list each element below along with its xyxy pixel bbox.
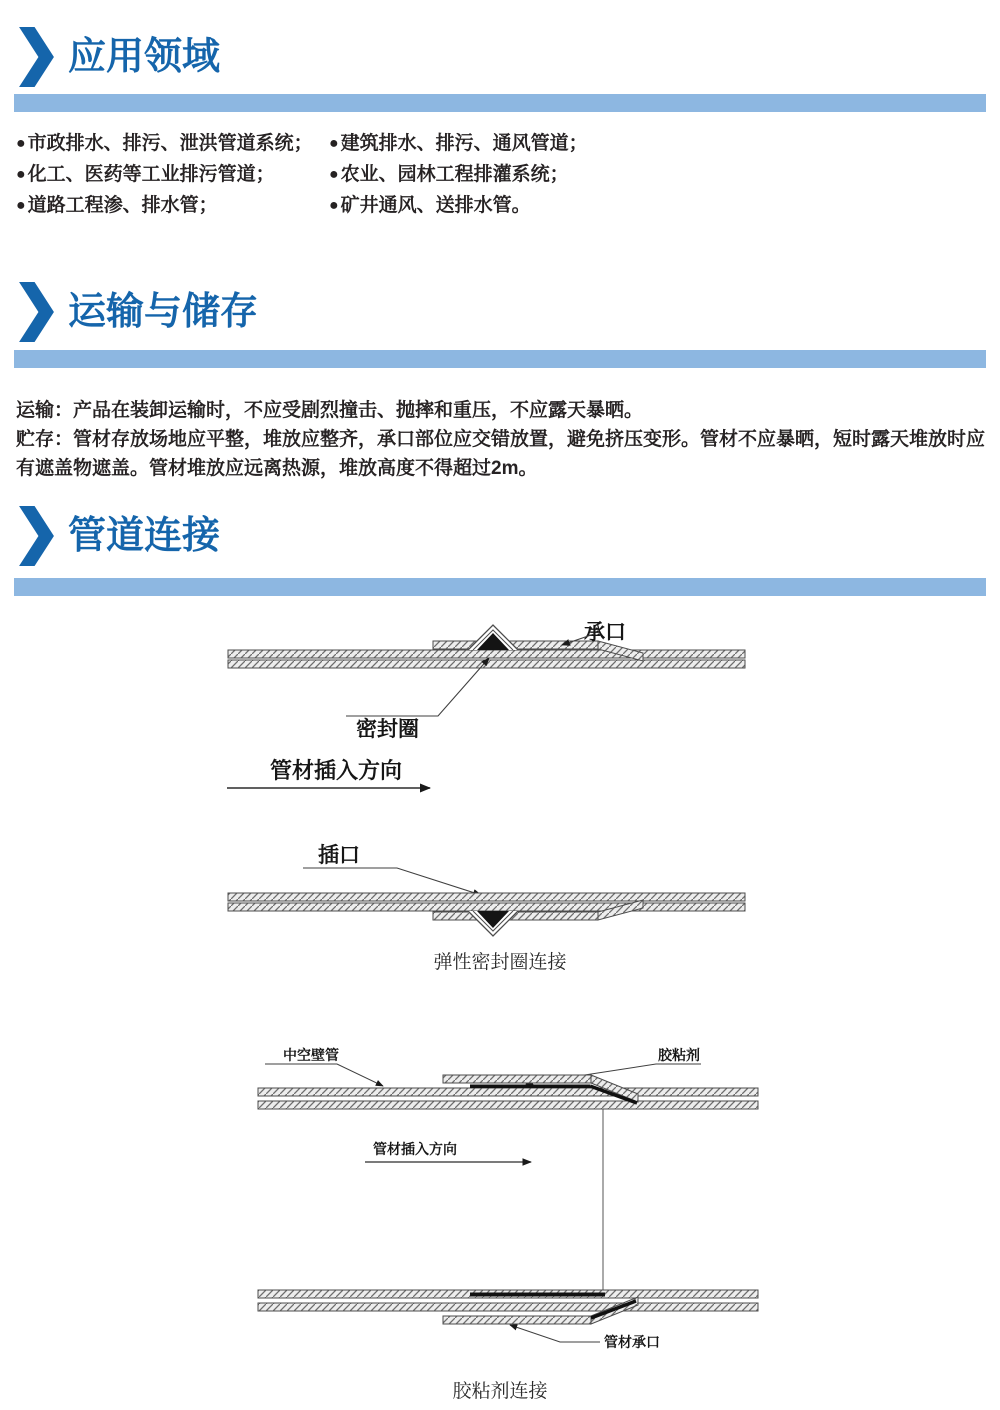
section-divider-bar xyxy=(14,350,986,368)
insert-direction-label: 管材插入方向 xyxy=(270,758,403,783)
list-item-label: 道路工程渗、排水管； xyxy=(27,195,218,216)
seal-ring-label: 密封圈 xyxy=(356,718,419,741)
pipe-wall xyxy=(258,1101,758,1109)
transport-line: 运输：产品在装卸运输时，不应受剧烈撞击、抛摔和重压，不应露天暴晒。 xyxy=(16,400,644,421)
page-title: 应用领域 xyxy=(68,36,221,78)
lower-pipe-wall xyxy=(258,1290,758,1324)
list-item-label: 市政排水、排污、泄洪管道系统； xyxy=(27,133,313,154)
socket-layer xyxy=(443,1316,591,1324)
adhesive-bead xyxy=(470,1293,605,1297)
leader-line xyxy=(510,1325,600,1342)
bullet-icon: ● xyxy=(329,197,339,214)
chevron-icon xyxy=(18,27,55,87)
list-item xyxy=(329,133,588,155)
bullet-icon: ● xyxy=(16,135,26,152)
list-item xyxy=(16,195,329,217)
bullet-icon: ● xyxy=(16,197,26,214)
adhesive-bead xyxy=(470,1085,590,1089)
list-item-label: 建筑排水、排污、通风管道； xyxy=(340,133,588,154)
list-item-label: 化工、医药等工业排污管道； xyxy=(27,164,275,185)
section-divider-bar xyxy=(14,578,986,596)
leader-line xyxy=(265,1064,383,1086)
hollow-wall-pipe-label: 中空壁管 xyxy=(283,1047,339,1063)
list-item-label: 矿井通风、送排水管。 xyxy=(340,195,531,216)
list-item xyxy=(329,195,588,217)
section-header-connection xyxy=(18,505,220,567)
application-list xyxy=(16,133,588,217)
upper-pipe-wall xyxy=(258,1075,758,1109)
transport-storage-text xyxy=(16,396,988,483)
section-divider-bar xyxy=(14,94,986,112)
pipe-wall xyxy=(228,903,745,911)
section-header-transport xyxy=(18,281,258,343)
figure-adhesive-connection xyxy=(0,1038,1000,1360)
chevron-icon xyxy=(18,282,55,342)
chevron-icon xyxy=(18,506,55,566)
leader-line xyxy=(303,868,481,895)
adhesive-label: 胶粘剂 xyxy=(658,1047,700,1063)
pipe-wall xyxy=(258,1303,758,1311)
list-item xyxy=(16,164,329,186)
insert-direction-label: 管材插入方向 xyxy=(373,1141,457,1157)
figure-caption: 胶粘剂连接 xyxy=(452,1381,548,1402)
section-title: 管道连接 xyxy=(68,515,221,557)
figure-seal-ring-connection xyxy=(0,612,1000,944)
section-title: 运输与储存 xyxy=(68,291,259,333)
bullet-icon: ● xyxy=(329,135,339,152)
figure-caption: 弹性密封圈连接 xyxy=(433,952,567,973)
list-item-label: 农业、园林工程排灌系统； xyxy=(340,164,569,185)
spigot-label: 插口 xyxy=(318,844,360,867)
list-item xyxy=(329,164,588,186)
bullet-icon: ● xyxy=(329,166,339,183)
socket-label: 承口 xyxy=(584,621,626,644)
pipe-wall xyxy=(228,893,745,901)
pipe-wall xyxy=(258,1088,758,1096)
bullet-icon: ● xyxy=(16,166,26,183)
pipe-wall xyxy=(228,650,745,658)
storage-line: 贮存：管材存放场地应平整，堆放应整齐，承口部位应交错放置，避免挤压变形。管材不应暴晒，短时露天堆放时应有遮盖物遮盖。管材堆放应远离热源，堆放高度不得超过2m。 xyxy=(16,429,986,479)
socket-layer xyxy=(443,1075,591,1083)
section-header-application xyxy=(18,26,220,88)
list-item xyxy=(16,133,329,155)
pipe-socket-label: 管材承口 xyxy=(604,1334,660,1350)
pipe-assembly-spigot xyxy=(228,893,745,936)
